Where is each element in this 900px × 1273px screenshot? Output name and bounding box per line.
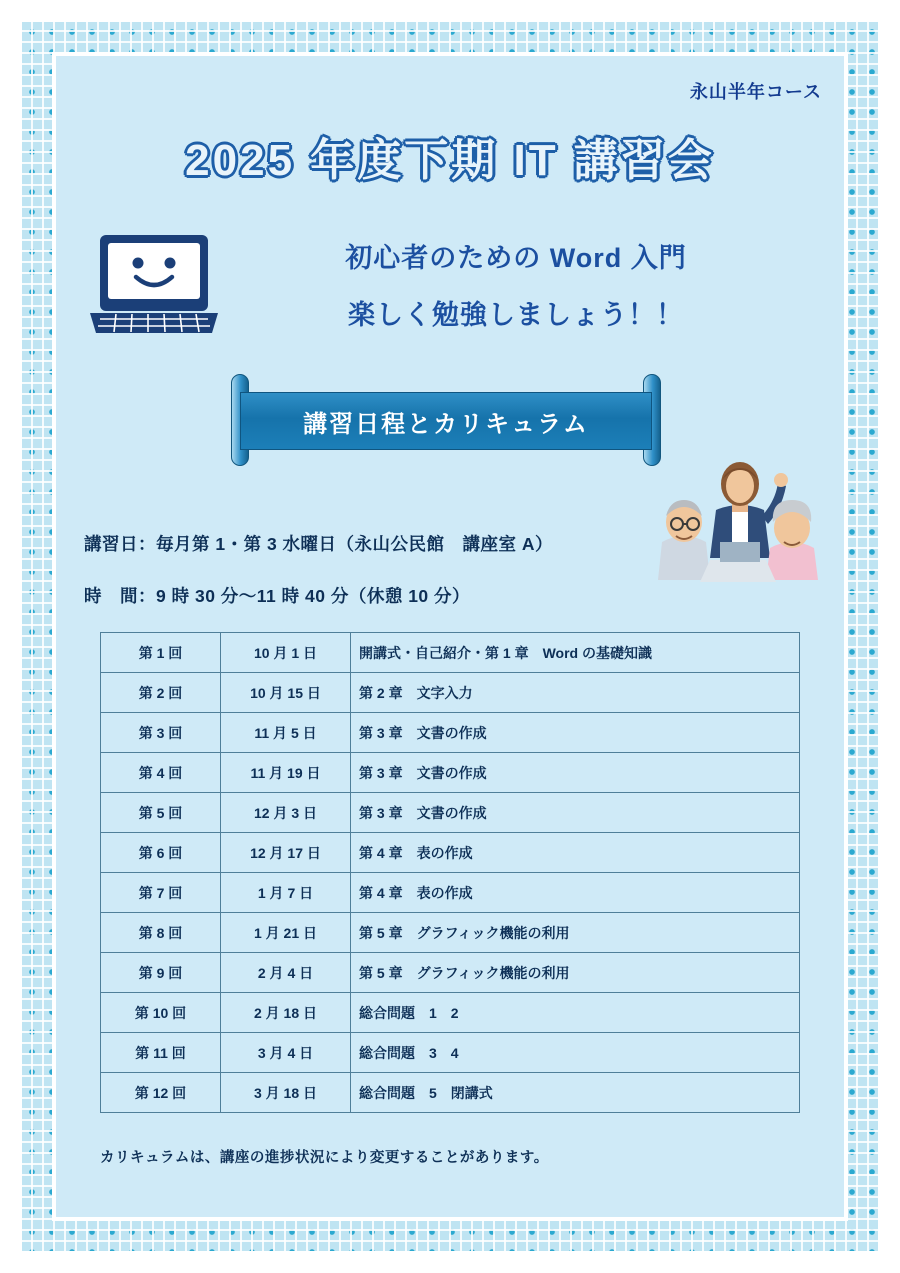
table-row	[101, 713, 800, 753]
row-topic: 第 5 章 グラフィック機能の利用	[351, 953, 800, 993]
row-topic: 第 5 章 グラフィック機能の利用	[351, 913, 800, 953]
table-row	[101, 873, 800, 913]
footer-note: カリキュラムは、講座の進捗状況により変更することがあります。	[100, 1150, 549, 1166]
row-topic: 第 3 章 文書の作成	[351, 793, 800, 833]
row-no: 第 5 回	[101, 793, 221, 833]
table-row	[101, 953, 800, 993]
table-row	[101, 913, 800, 953]
row-no: 第 6 回	[101, 833, 221, 873]
table-row	[101, 833, 800, 873]
row-topic: 総合問題 5 閉講式	[351, 1073, 800, 1113]
poster-sheet	[56, 56, 844, 1217]
row-no: 第 9 回	[101, 953, 221, 993]
row-date: 11 月 5 日	[221, 713, 351, 753]
subtitle-line-2: 楽しく勉強しましょう！！	[348, 300, 684, 330]
row-date: 2 月 4 日	[221, 953, 351, 993]
info-line-time: 時 間：9 時 30 分〜11 時 40 分（休憩 10 分）	[84, 586, 471, 606]
row-topic: 総合問題 3 4	[351, 1033, 800, 1073]
row-date: 12 月 17 日	[221, 833, 351, 873]
row-topic: 第 3 章 文書の作成	[351, 753, 800, 793]
subtitle-line-1: 初心者のための Word 入門	[345, 243, 687, 273]
table-row	[101, 1073, 800, 1113]
row-topic: 開講式・自己紹介・第 1 章 Word の基礎知識	[351, 633, 800, 673]
table-row	[101, 633, 800, 673]
row-no: 第 7 回	[101, 873, 221, 913]
banner-label: 講習日程とカリキュラム	[303, 410, 589, 438]
table-row	[101, 753, 800, 793]
row-no: 第 4 回	[101, 753, 221, 793]
laptop-icon	[86, 231, 226, 341]
row-no: 第 12 回	[101, 1073, 221, 1113]
row-no: 第 8 回	[101, 913, 221, 953]
row-no: 第 1 回	[101, 633, 221, 673]
info-line-date: 講習日：毎月第 1・第 3 水曜日（永山公民館 講座室 A）	[84, 534, 554, 554]
subtitle-block	[251, 236, 781, 332]
schedule-table-body	[101, 633, 800, 1113]
row-date: 2 月 18 日	[221, 993, 351, 1033]
scroll-banner	[231, 374, 661, 466]
table-row	[101, 1033, 800, 1073]
row-no: 第 11 回	[101, 1033, 221, 1073]
row-topic: 第 3 章 文書の作成	[351, 713, 800, 753]
table-row	[101, 993, 800, 1033]
row-no: 第 10 回	[101, 993, 221, 1033]
row-date: 11 月 19 日	[221, 753, 351, 793]
page-title: 2025 年度下期 IT 講習会	[185, 136, 715, 185]
row-no: 第 3 回	[101, 713, 221, 753]
row-date: 3 月 4 日	[221, 1033, 351, 1073]
row-topic: 第 2 章 文字入力	[351, 673, 800, 713]
banner-body	[240, 392, 652, 450]
row-date: 10 月 15 日	[221, 673, 351, 713]
schedule-table	[100, 632, 800, 1113]
row-topic: 第 4 章 表の作成	[351, 873, 800, 913]
row-date: 1 月 21 日	[221, 913, 351, 953]
row-date: 1 月 7 日	[221, 873, 351, 913]
row-date: 3 月 18 日	[221, 1073, 351, 1113]
row-no: 第 2 回	[101, 673, 221, 713]
table-row	[101, 673, 800, 713]
row-topic: 第 4 章 表の作成	[351, 833, 800, 873]
row-topic: 総合問題 1 2	[351, 993, 800, 1033]
row-date: 10 月 1 日	[221, 633, 351, 673]
course-tag: 永山半年コース	[689, 82, 822, 102]
people-illustration	[654, 456, 826, 596]
table-row	[101, 793, 800, 833]
row-date: 12 月 3 日	[221, 793, 351, 833]
